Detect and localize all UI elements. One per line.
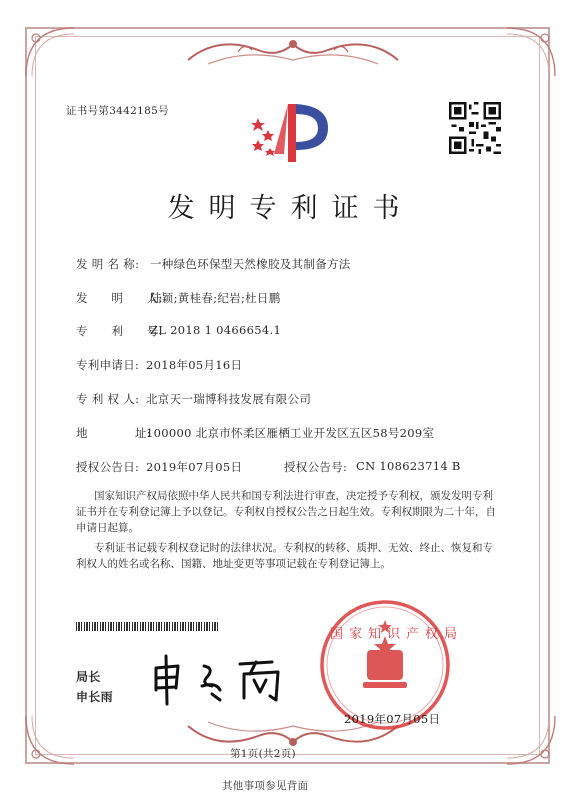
director-title: 局长	[76, 670, 101, 684]
certificate-title: 发明专利证书	[167, 193, 414, 224]
grant-statement-line: 国家知识产权局依照中华人民共和国专利法进行审查，决定授予专利权，颁发发明专利	[94, 490, 493, 502]
grant-date: 2019年07月05日	[146, 460, 243, 474]
corner-ornament-top-right	[503, 24, 559, 80]
corner-ornament-bottom-left	[22, 712, 78, 768]
corner-ornament-top-left	[22, 24, 78, 80]
qr-code	[449, 102, 501, 154]
legal-status-line: 利权人的姓名或名称、国籍、地址变更等事项记载在专利登记簿上。	[76, 558, 391, 570]
grant-no: CN 108623714 B	[356, 459, 461, 473]
corner-ornament-bottom-right	[503, 712, 559, 768]
filing-date-label: 专利申请日:	[76, 358, 140, 372]
seal-text: 国家知识产权局	[330, 627, 464, 642]
patent-no-label: 专 利 号:	[76, 324, 163, 338]
certificate-number: 证书号第3442185号	[66, 105, 169, 117]
invention-name-label: 发 明 名 称:	[76, 257, 140, 271]
patent-office-emblem	[244, 96, 334, 168]
legal-status-line: 专利证书记载专利权登记时的法律状况。专利权的转移、质押、无效、终止、恢复和专	[94, 542, 493, 554]
grant-statement-line: 申请日起算。	[76, 522, 139, 534]
patentee-label: 专 利 权 人:	[76, 392, 140, 406]
address-label: 地 址:	[76, 426, 151, 440]
barcode	[76, 622, 218, 631]
inventor-label: 发 明 人:	[76, 291, 163, 305]
grant-date-label: 授权公告日:	[76, 460, 140, 474]
grant-no-label: 授权公告号:	[284, 460, 348, 474]
invention-name: 一种绿色环保型天然橡胶及其制备方法	[150, 257, 351, 271]
legal-status-statement	[76, 540, 506, 572]
back-page-note: 其他事项参见背面	[222, 780, 309, 792]
grant-statement	[76, 488, 506, 536]
handwritten-signature	[148, 650, 298, 708]
page-indicator: 第1页(共2页)	[230, 748, 296, 760]
filing-date: 2018年05月16日	[146, 358, 243, 372]
seal-date: 2019年07月05日	[344, 712, 441, 726]
inventor: 陆颖;黄桂春;纪岩;杜日鹏	[150, 291, 281, 305]
address: 100000 北京市怀柔区雁栖工业开发区五区58号209室	[146, 426, 435, 440]
top-ornament	[178, 30, 408, 76]
director-name: 申长雨	[76, 690, 113, 704]
patentee: 北京天一瑞博科技发展有限公司	[146, 392, 312, 406]
grant-statement-line: 证书并在专利登记簿上予以登记。专利权自授权公告之日起生效。专利权期限为二十年，自	[76, 506, 496, 518]
patent-no: ZL 2018 1 0466654.1	[150, 323, 282, 337]
